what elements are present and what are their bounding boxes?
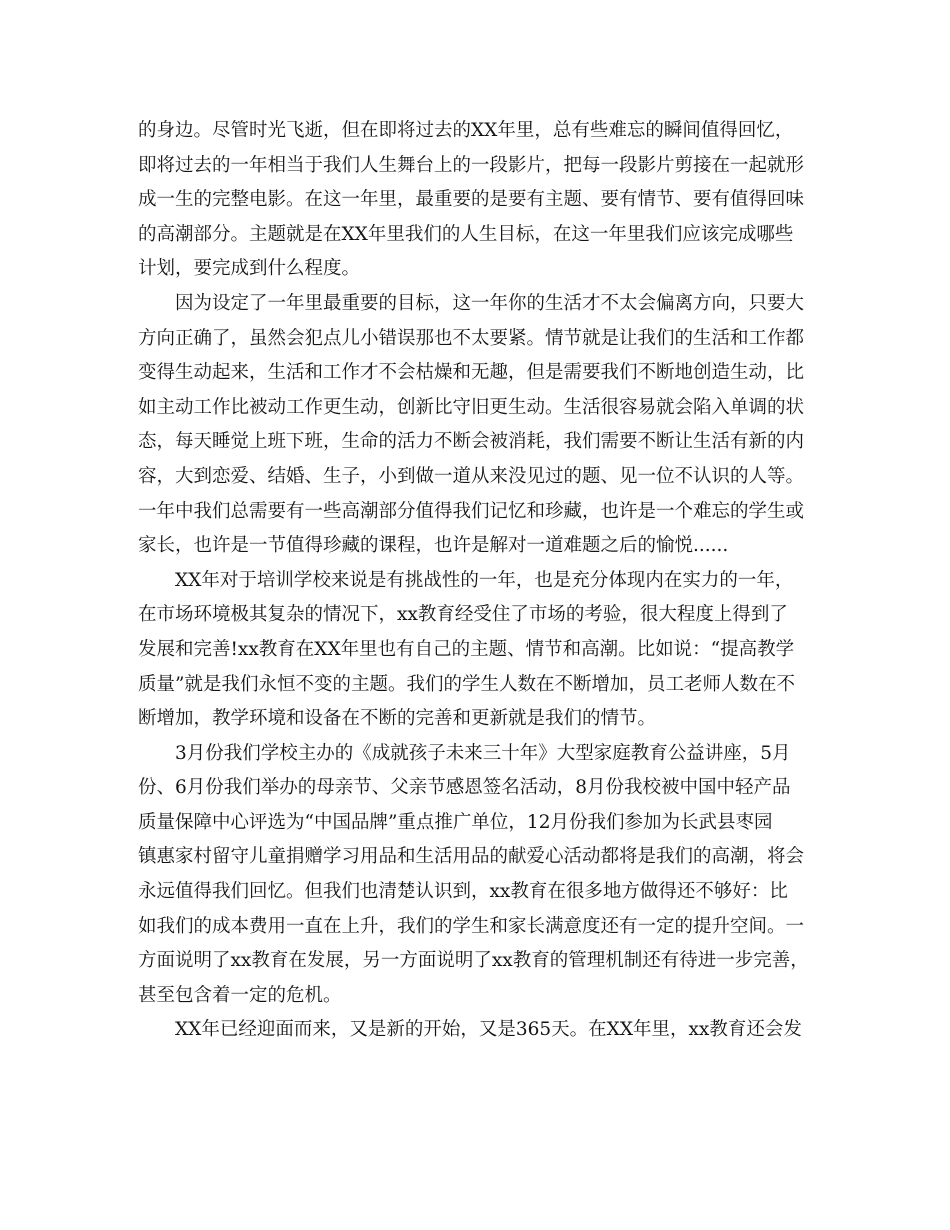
text-line: 质量保障中心评选为“中国品牌”重点推广单位，12月份我们参加为长武县枣园 — [138, 811, 773, 833]
text-line: 计划，要完成到什么程度。 — [138, 258, 361, 280]
text-line: 家长，也许是一节值得珍藏的课程，也许是解对一道难题之后的愉悦...... — [138, 535, 729, 557]
text-line: XX年对于培训学校来说是有挑战性的一年，也是充分体现内在实力的一年， — [175, 569, 794, 591]
paragraph — [138, 737, 828, 1014]
text-line: 3月份我们学校主办的《成就孩子未来三十年》大型家庭教育公益讲座，5月 — [175, 742, 791, 764]
text-line: 的高潮部分。主题就是在XX年里我们的人生目标，在这一年里我们应该完成哪些 — [138, 223, 794, 245]
paragraph — [138, 1013, 828, 1048]
text-line: 一年中我们总需要有一些高潮部分值得我们记忆和珍藏，也许是一个难忘的学生或 — [138, 500, 805, 522]
text-line: 永远值得我们回忆。但我们也清楚认识到，xx教育在很多地方做得还不够好：比 — [138, 881, 788, 903]
text-line: 镇惠家村留守儿童捐赠学习用品和生活用品的献爱心活动都将是我们的高潮，将会 — [138, 846, 805, 868]
text-line: 方面说明了xx教育在发展，另一方面说明了xx教育的管理机制还有待进一步完善， — [138, 950, 809, 972]
text-line: 如主动工作比被动工作更生动，创新比守旧更生动。生活很容易就会陷入单调的状 — [138, 396, 805, 418]
text-line: 份、6月份我们举办的母亲节、父亲节感恩签名活动，8月份我校被中国中轻产品 — [138, 777, 791, 799]
text-line: 成一生的完整电影。在这一年里，最重要的是要有主题、要有情节、要有值得回味 — [138, 189, 805, 211]
text-line: 发展和完善!xx教育在XX年里也有自己的主题、情节和高潮。比如说：“提高教学 — [138, 638, 795, 660]
text-line: 的身边。尽管时光飞逝，但在即将过去的XX年里，总有些难忘的瞬间值得回忆， — [138, 120, 794, 141]
text-line: 方向正确了，虽然会犯点儿小错误那也不太要紧。情节就是让我们的生活和工作都 — [138, 327, 805, 349]
text-line: 质量”就是我们永恒不变的主题。我们的学生人数在不断增加，员工老师人数在不 — [138, 673, 795, 695]
text-line: 即将过去的一年相当于我们人生舞台上的一段影片，把每一段影片剪接在一起就形 — [138, 154, 805, 176]
paragraph — [138, 287, 828, 564]
text-line: XX年已经迎面而来，又是新的开始，又是365天。在XX年里，xx教育还会发 — [175, 1019, 802, 1041]
paragraph — [138, 114, 828, 287]
text-line: 变得生动起来，生活和工作才不会枯燥和无趣，但是需要我们不断地创造生动，比 — [138, 362, 805, 384]
text-line: 断增加，教学环境和设备在不断的完善和更新就是我们的情节。 — [138, 708, 657, 730]
text-line: 态，每天睡觉上班下班，生命的活力不断会被消耗，我们需要不断让生活有新的内 — [138, 431, 805, 453]
text-line: 容，大到恋爱、结婚、生子，小到做一道从来没见过的题、见一位不认识的人等。 — [138, 465, 805, 487]
text-line: 在市场环境极其复杂的情况下，xx教育经受住了市场的考验，很大程度上得到了 — [138, 604, 788, 626]
text-line: 因为设定了一年里最重要的目标，这一年你的生活才不太会偏离方向，只要大 — [175, 292, 805, 314]
text-line: 如我们的成本费用一直在上升，我们的学生和家长满意度还有一定的提升空间。一 — [138, 915, 805, 937]
text-line: 甚至包含着一定的危机。 — [138, 984, 342, 1006]
body-text — [138, 114, 828, 1048]
paragraph — [138, 564, 828, 737]
